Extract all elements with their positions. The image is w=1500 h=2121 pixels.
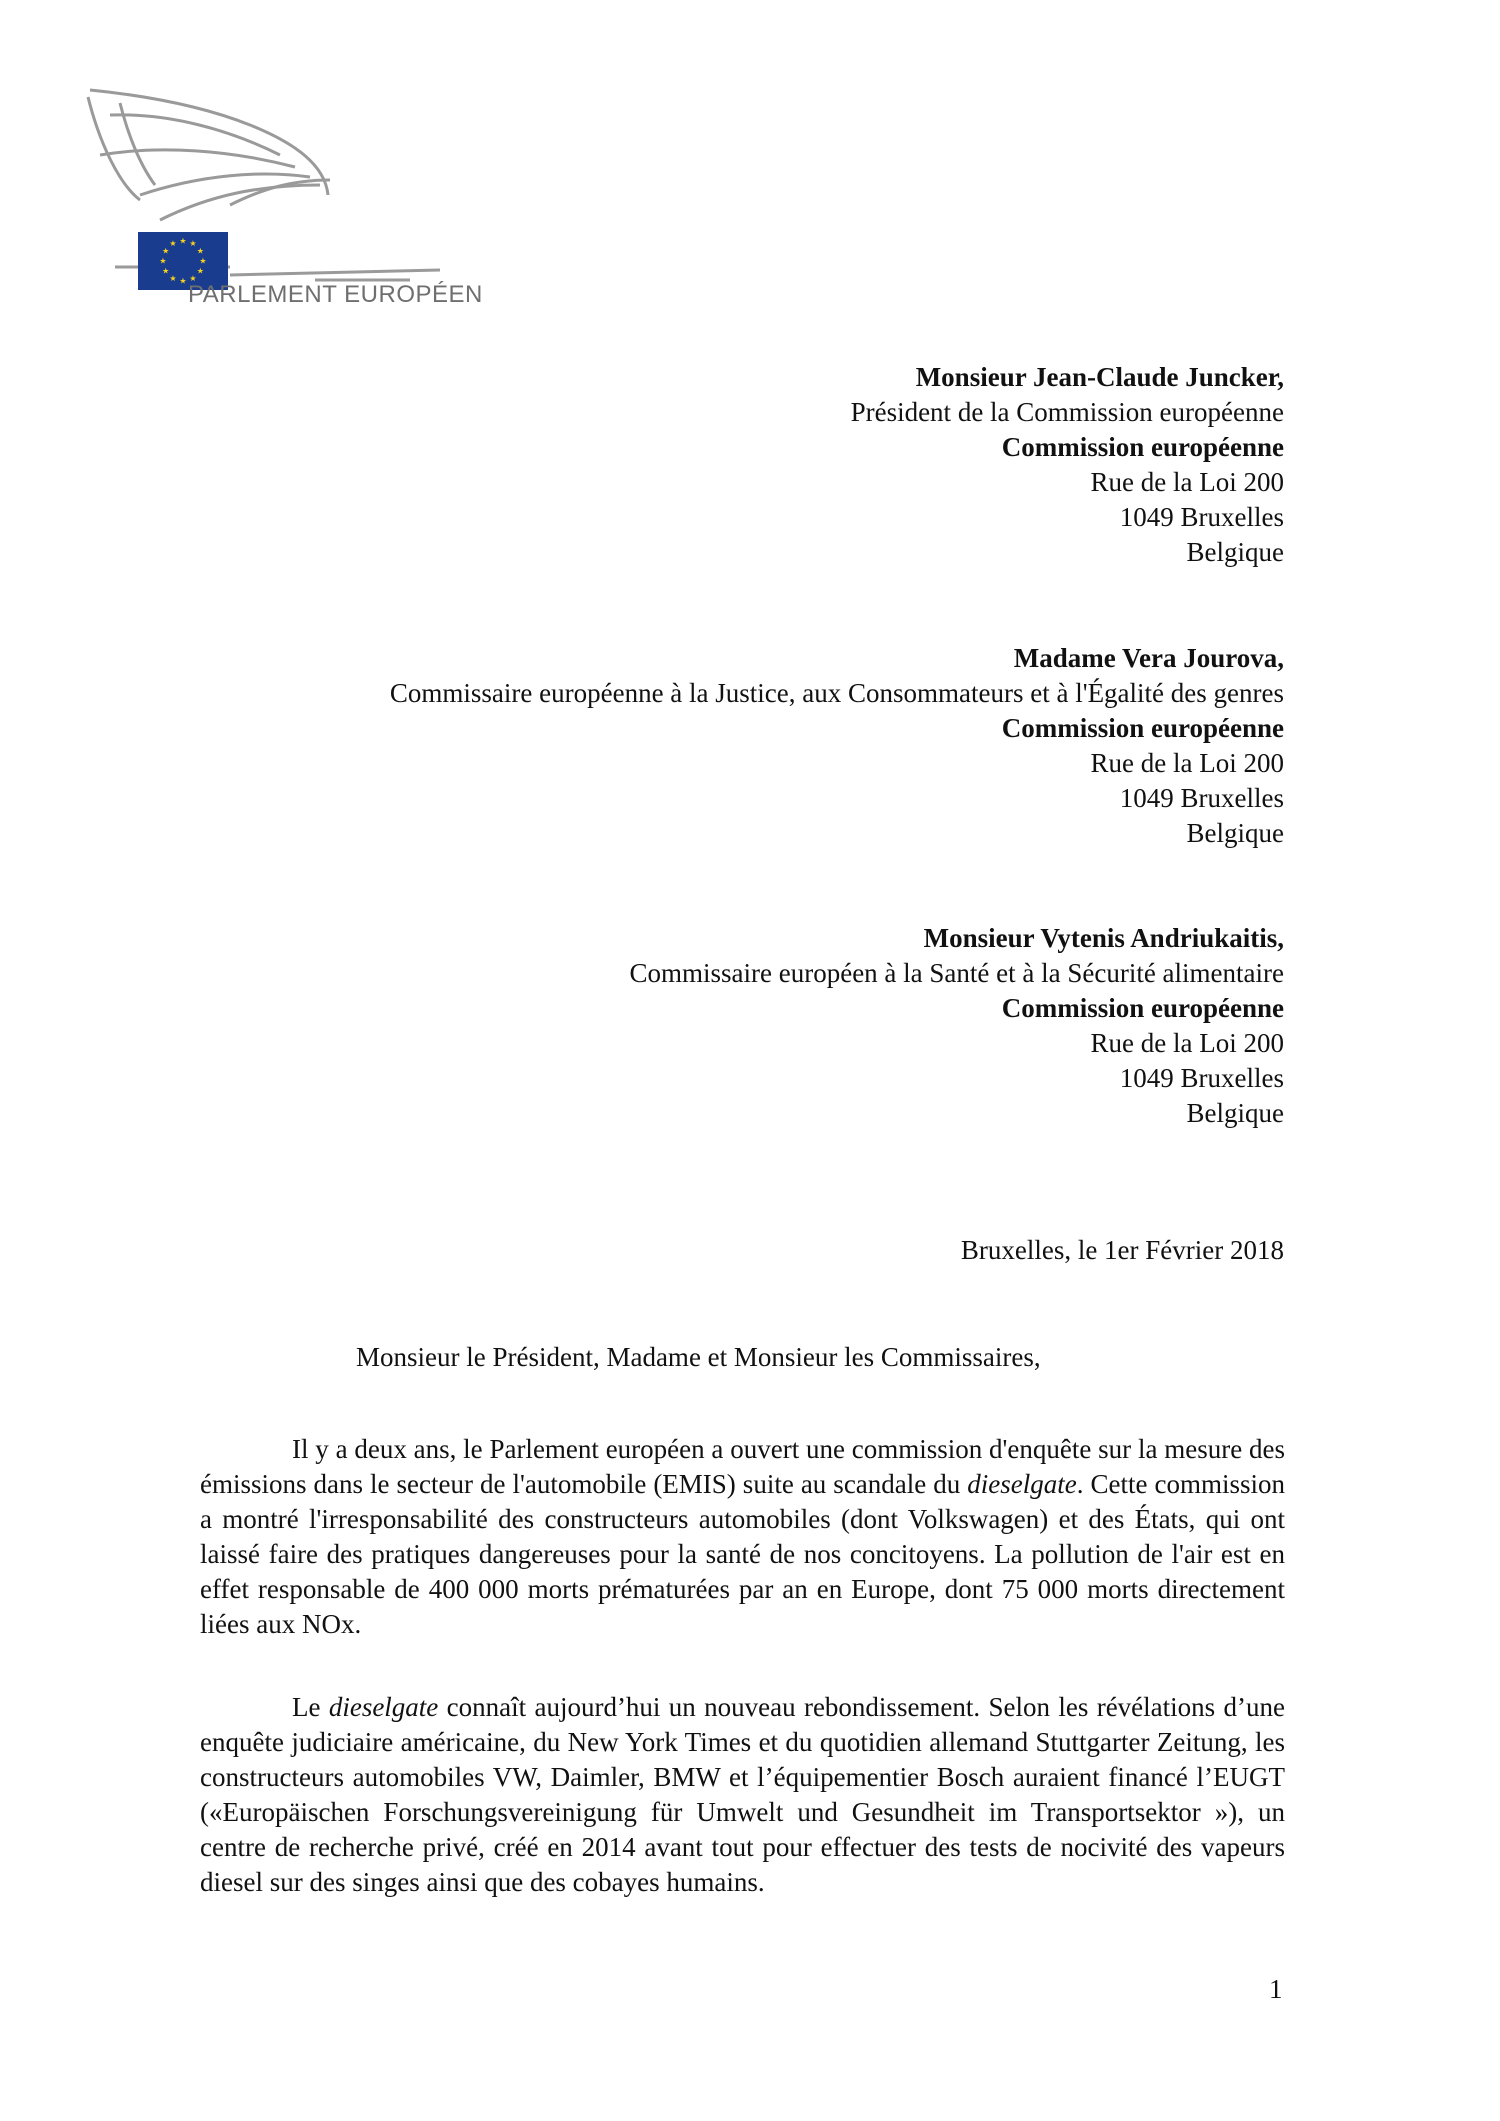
recipient-country: Belgique <box>1186 1098 1284 1128</box>
star-icon: ★ <box>169 239 177 249</box>
emphasis: dieselgate <box>328 1692 439 1722</box>
salutation: Monsieur le Président, Madame et Monsieur les Commissaires, <box>356 1342 1041 1372</box>
paragraph-2 <box>200 1690 1285 1900</box>
star-icon: ★ <box>196 266 204 276</box>
recipient-city: 1049 Bruxelles <box>1119 502 1284 532</box>
recipient-name: Madame Vera Jourova, <box>1013 643 1284 673</box>
star-icon: ★ <box>162 266 170 276</box>
recipient-block-1 <box>851 360 1284 570</box>
recipient-block-3 <box>630 921 1285 1131</box>
star-icon: ★ <box>169 273 177 283</box>
paragraph-text: Il y a deux ans, le Parlement européen a ouvert une commission d'enquête sur la mesure des émissions dans le secteur de l'automobile (EMIS) suite au scandale du <box>200 1434 1285 1499</box>
logo-caption: PARLEMENT EUROPÉEN <box>188 281 483 308</box>
star-icon: ★ <box>179 236 187 246</box>
star-icon: ★ <box>199 256 207 266</box>
paragraph-text: Le <box>292 1692 329 1722</box>
star-icon: ★ <box>189 239 197 249</box>
recipient-block-2 <box>390 641 1284 851</box>
paragraph-text: . Cette commission a montré l'irresponsabilité des constructeurs automobiles (dont Volkswagen) et des États, qui ont laissé faire des pratiques dangereuses pour la santé de nos concitoyens. La pollution de l'air est en effet responsable de 400 000 morts prématurées par an en Europe, dont 75 000 morts directement liées aux NOx. <box>200 1469 1286 1639</box>
recipient-country: Belgique <box>1186 818 1284 848</box>
recipient-street: Rue de la Loi 200 <box>1090 467 1284 497</box>
recipient-country: Belgique <box>1186 537 1284 567</box>
star-icon: ★ <box>162 246 170 256</box>
recipient-name: Monsieur Vytenis Andriukaitis, <box>923 923 1284 953</box>
star-icon: ★ <box>159 256 167 266</box>
recipient-institution: Commission européenne <box>1001 713 1284 743</box>
recipient-street: Rue de la Loi 200 <box>1090 748 1284 778</box>
recipient-street: Rue de la Loi 200 <box>1090 1028 1284 1058</box>
recipient-institution: Commission européenne <box>1001 993 1284 1023</box>
paragraph-1 <box>200 1432 1285 1642</box>
page-number: 1 <box>1269 1974 1283 2004</box>
recipient-city: 1049 Bruxelles <box>1119 783 1284 813</box>
recipient-title: Commissaire européen à la Santé et à la Sécurité alimentaire <box>629 958 1284 988</box>
recipient-title: Président de la Commission européenne <box>850 397 1284 427</box>
star-icon: ★ <box>179 276 187 286</box>
recipient-title: Commissaire européenne à la Justice, aux Consommateurs et à l'Égalité des genres <box>389 678 1284 708</box>
paragraph-text: connaît aujourd’hui un nouveau rebondissement. Selon les révélations d’une enquête judiciaire américaine, du New York Times et du quotidien allemand Stuttgarter Zeitung, les constructeurs automobiles VW, Daimler, BMW et l’équipementier Bosch auraient financé l’EUGT («Europäischen Forschungsvereinigung für Umwelt und Gesundheit im Transportsektor »), un centre de recherche privé, créé en 2014 avant tout pour effectuer des tests de nocivité des vapeurs diesel sur des singes ainsi que des cobayes humains. <box>200 1692 1285 1897</box>
recipient-institution: Commission européenne <box>1001 432 1284 462</box>
emphasis: dieselgate <box>967 1469 1077 1499</box>
recipient-city: 1049 Bruxelles <box>1119 1063 1284 1093</box>
recipient-name: Monsieur Jean-Claude Juncker, <box>915 362 1284 392</box>
letter-date: Bruxelles, le 1er Février 2018 <box>960 1235 1284 1265</box>
star-icon: ★ <box>196 246 204 256</box>
star-icon: ★ <box>189 273 197 283</box>
